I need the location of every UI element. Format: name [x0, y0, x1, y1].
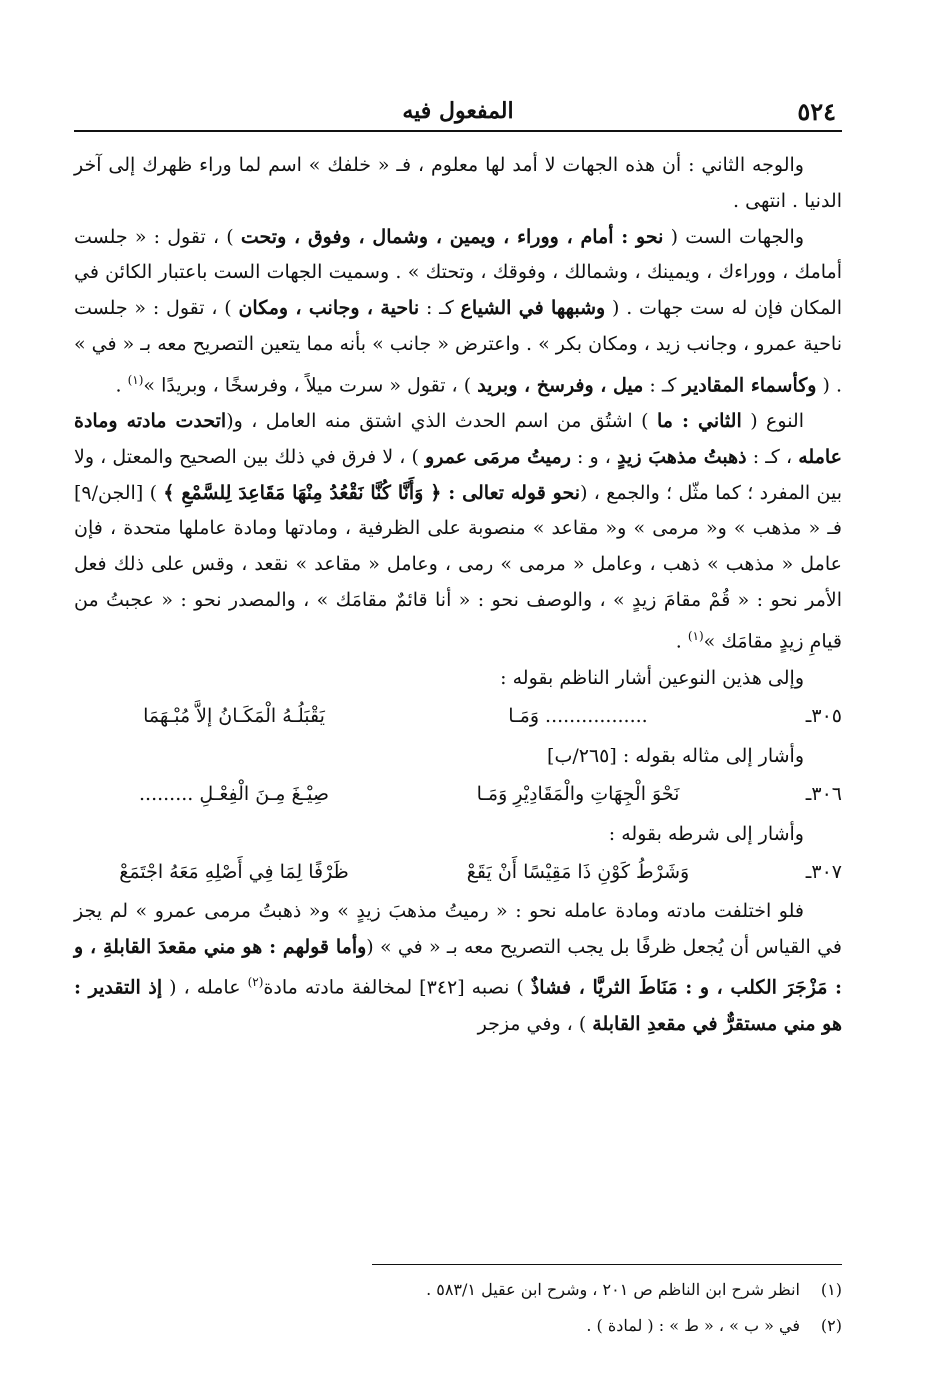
bold-phrase: اتحدت مادته ومادة عامله: [74, 409, 842, 468]
page-number: ٥٢٤: [797, 97, 836, 126]
verse-307: [74, 852, 842, 894]
footnote-ref[interactable]: (٢): [247, 975, 264, 990]
bold-phrase: رميتُ مرمَى عمرو: [425, 445, 571, 468]
verse-number: ٣٠٥ـ: [805, 704, 842, 727]
verse-intro: وإلى هذين النوعين أشار الناظم بقوله :: [500, 666, 804, 689]
footnote: [74, 1279, 842, 1301]
footnote-text: في « ب » ، « ط » : ( لمادة ) .: [586, 1316, 800, 1335]
footnote-text: انظر شرح ابن الناظم ص ٢٠١ ، وشرح ابن عقيل ٥٨٣/١ .: [426, 1280, 800, 1299]
bold-phrase: وشبهها في الشياع: [460, 297, 606, 320]
bold-phrase: ذهبتُ مذهبَ زيدٍ: [617, 445, 747, 468]
verse-306: [74, 774, 842, 816]
footnote-mark: (٢): [820, 1316, 842, 1335]
bold-phrase: وأما قولهم : هو مني مقعدَ القابلةِ ، و : مَزْجَرَ الكلب ، و : مَنَاطَ الثريَّا ، فشاذٌ: [74, 935, 843, 999]
bold-phrase: نحو قوله تعالى : ﴿ وَأَنَّا كُنَّا نَقْعُدُ مِنْهَا مَقَاعِدَ لِلسَّمْعِ ﴾: [163, 481, 581, 504]
verse-first-hemistich: وَشَرْطُ كَوْنِ ذَا مَقِيْسًا أَنْ يَقَعْ: [466, 860, 690, 883]
verse-intro: وأشار إلى شرطه بقوله :: [608, 822, 804, 845]
bold-phrase: إذ التقدير : هو مني مستقرٌّ في مقعدِ القابلة: [74, 976, 842, 1035]
verse-intro: وأشار إلى مثاله بقوله : [٢٦٥/ب]: [547, 744, 804, 767]
bold-phrase: ناحية ، وجانب ، ومكان: [238, 297, 420, 320]
footnote: [74, 1315, 842, 1337]
verse-305: [74, 696, 842, 738]
bold-phrase: وكأسماء المقادير: [682, 374, 817, 397]
verse-second-hemistich: صِيْـغَ مِـنَ الْفِعْـلِ .........: [138, 782, 330, 805]
verse-second-hemistich: يَقْبَلُـهُ الْمَكَـانُ إلاَّ مُبْـهَمَا: [143, 704, 325, 727]
footnotes: [74, 1264, 842, 1337]
running-title: المفعول فيه: [402, 98, 514, 124]
footnote-mark: (١): [820, 1280, 842, 1299]
verse-number: ٣٠٧ـ: [805, 860, 842, 883]
body-text: [74, 148, 842, 1042]
page-header: [74, 92, 842, 132]
verse-first-hemistich: ................. وَمَـا: [508, 704, 648, 727]
verse-number: ٣٠٦ـ: [805, 782, 842, 805]
verse-first-hemistich: نَحْوَ الْجِهَاتِ والْمَقَادِيْرِ وَمَـا: [476, 782, 680, 805]
paragraph: والجهات الست ( نحو : أمام ، ووراء ، ويمين ، وشمال ، وفوق ، وتحت ) ، تقول : « جلست أمامك ، ووراءك ، ويمينك ، وشمالك ، وفوقك ، وتحتك » . وسميت الجهات الست باعتبار الكائن في المكان فإن له ست جهات . ( وشبهها في الشياع كـ : ناحية ، وجانب ، ومكان ) ، تقول : « جلست ناحية عمرو ، وجانب زيد ، ومكان بكر » . واعترض « جانب » بأنه مما يتعين التصريح معه بـ « في » . ( وكأسماء المقادير كـ : ميل ، وفرسخ ، وبريد ) ، تقول « سرت ميلاً ، وفرسخًا ، وبريدًا »$^{(١)}$ .: [74, 225, 842, 397]
footnote-divider: [372, 1264, 842, 1265]
footnote-ref[interactable]: (١): [687, 628, 704, 643]
bold-phrase: الثاني : ما: [657, 409, 742, 432]
bold-phrase: نحو : أمام ، ووراء ، ويمين ، وشمال ، وفوق ، وتحت: [240, 225, 664, 248]
paragraph: والوجه الثاني : أن هذه الجهات لا أمد لها معلوم ، فـ « خلفك » اسم لما وراء ظهرك إلى آخر الدنيا . انتهى .: [74, 154, 842, 212]
book-page: [74, 92, 842, 1337]
paragraph: فلو اختلفت مادته ومادة عامله نحو : « رميتُ مذهبَ زيدٍ » و« ذهبتُ مرمى عمرو » لم يجز في القياس أن يُجعل ظرفًا بل يجب التصريح معه بـ « في » (وأما قولهم : هو مني مقعدَ القابلةِ ، و : مَزْجَرَ الكلب ، و : مَنَاطَ الثريَّا ، فشاذٌ ) نصبه [٣٤٢] لمخالفة مادته مادة$^{(٢)}$ عامله ، ( إذ التقدير : هو مني مستقرٌّ في مقعدِ القابلة ) ، وفي مزجر: [74, 899, 843, 1035]
paragraph: النوع ( الثاني : ما ) اشتُق من اسم الحدث الذي اشتق منه العامل ، و(اتحدت مادته ومادة عامله ، كـ : ذهبتُ مذهبَ زيدٍ ، و : رميتُ مرمَى عمرو ) ، لا فرق في ذلك بين الصحيح والمعتل ، ولا بين المفرد ؛ كما مثّل ؛ والجمع ، (نحو قوله تعالى : ﴿ وَأَنَّا كُنَّا نَقْعُدُ مِنْهَا مَقَاعِدَ لِلسَّمْعِ ﴾ ) [الجن/٩] فـ « مذهب » و« مرمى » و« مقاعد » منصوبة على الظرفية ، ومادتها ومادة عاملها متحدة ، فإن عامل « مذهب » ذهب ، وعامل « مرمى » رمى ، وعامل « مقاعد » نقعد ، وقس على ذلك فعل الأمر نحو : « قُمْ مقامَ زيدٍ » ، والوصف نحو : « أنا قائمٌ مقامَك » ، والمصدر نحو : « عجبتُ من قيامِ زيدٍ مقامَك »$^{(١)}$ .: [74, 409, 842, 653]
verse-second-hemistich: ظَرْفًا لِمَا فِي أَصْلِهِ مَعَهُ اجْتَمَعْ: [119, 860, 349, 883]
footnote-ref[interactable]: (١): [127, 372, 144, 387]
bold-phrase: ميل ، وفرسخ ، وبريد: [477, 374, 644, 397]
